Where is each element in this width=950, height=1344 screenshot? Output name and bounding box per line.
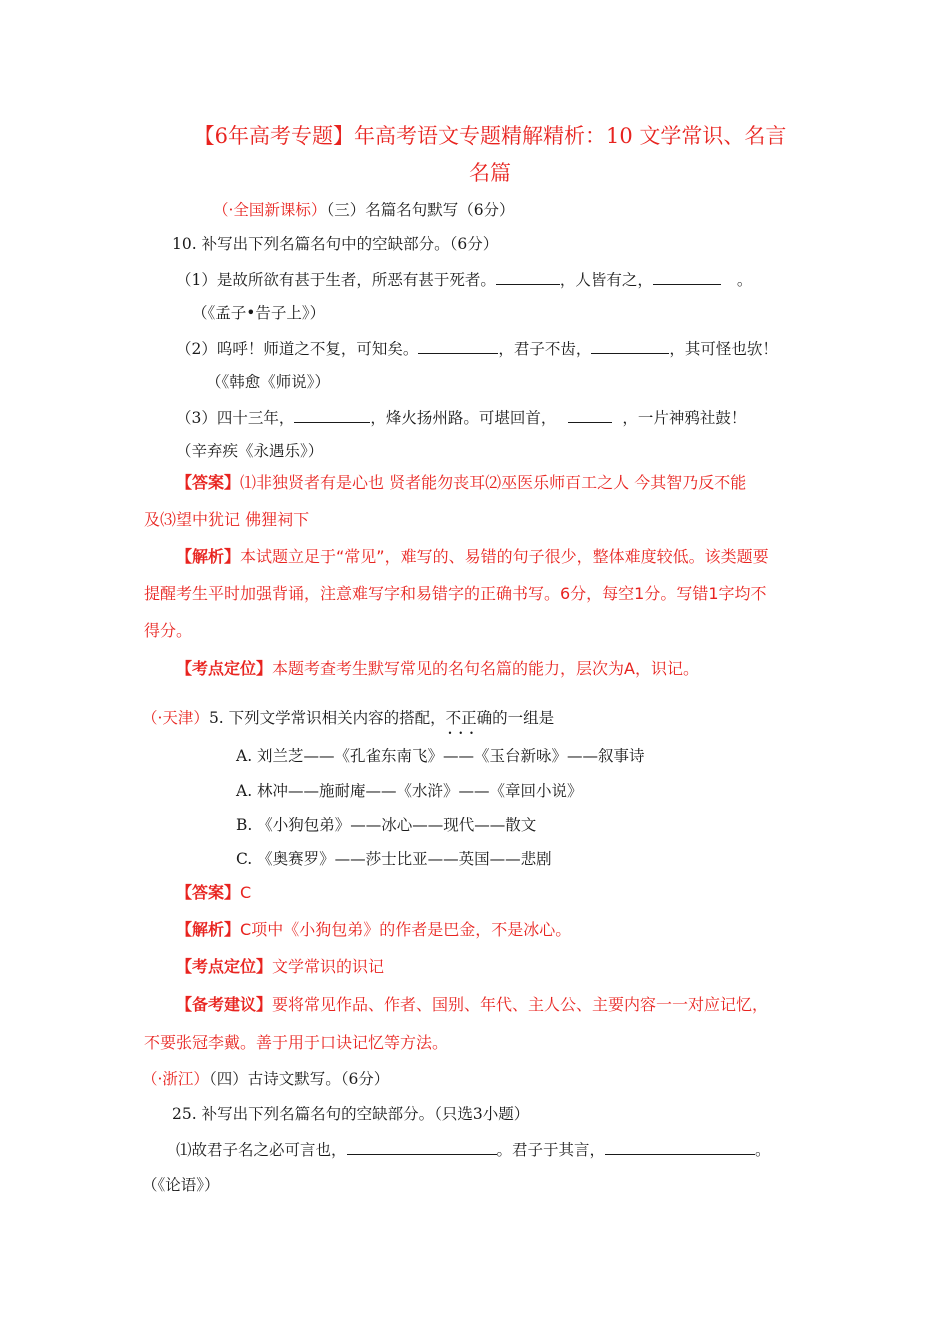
q2-answer: 【答案】C (176, 883, 252, 902)
q1-answer-line1: 【答案】⑴非独贤者有是心也 贤者能勿丧耳⑵巫医乐师百工之人 今其智乃反不能 (176, 473, 747, 492)
q1-source: （·全国新课标） (213, 201, 327, 219)
q3-item1-source: （《论语》） (142, 1176, 220, 1194)
document-title-line1: 【6年高考专题】年高考语文专题精解精析：10 文学常识、名言 (193, 124, 787, 148)
answer-tag: 【答案】 (176, 883, 241, 902)
answer-blank[interactable] (653, 268, 721, 285)
answer-blank[interactable] (294, 406, 370, 423)
q1-point: 【考点定位】本题考查考生默写常见的名句名篇的能力，层次为A，识记。 (176, 659, 699, 678)
point-tag: 【考点定位】 (176, 957, 273, 976)
q1-question: 10. 补写出下列名篇名句中的空缺部分。（6分） (172, 235, 499, 253)
q2-analysis: 【解析】C项中《小狗包弟》的作者是巴金，不是冰心。 (176, 920, 572, 939)
answer-blank[interactable] (496, 268, 560, 285)
q2-option: A. 刘兰芝——《孔雀东南飞》——《玉台新咏》——叙事诗 (236, 747, 645, 765)
q1-item3-source: （辛弃疾《永遇乐》） (176, 442, 324, 460)
answer-blank[interactable] (418, 337, 498, 354)
advice-tag: 【备考建议】 (176, 995, 273, 1014)
answer-tag: 【答案】 (176, 473, 241, 492)
q3-header: （·浙江）（四）古诗文默写。（6分） (142, 1070, 390, 1088)
q1-item1-source: （《孟子•告子上》） (192, 304, 326, 322)
q2-advice-line2: 不要张冠李戴。善于用于口诀记忆等方法。 (144, 1033, 449, 1052)
emphasis-dotted: 不正确 ••• (446, 709, 493, 727)
q3-item1: ⑴故君子名之必可言也， 。君子于其言， 。 (176, 1138, 771, 1161)
q2-question: （·天津）5. 下列文学常识相关内容的搭配，不正确 •••的一组是 (142, 707, 554, 729)
q1-heading: （三）名篇名句默写（6分） (326, 201, 515, 219)
analysis-tag: 【解析】 (176, 547, 241, 566)
q2-point: 【考点定位】文学常识的识记 (176, 957, 385, 976)
q2-source: （·天津） (142, 709, 209, 727)
q1-header (213, 199, 515, 221)
answer-blank[interactable] (605, 1138, 755, 1155)
q2-option: C. 《奥赛罗》——莎士比亚——英国——悲剧 (236, 850, 552, 868)
q3-question: 25. 补写出下列名篇名句的空缺部分。（只选3小题） (172, 1105, 530, 1123)
q2-advice-line1: 【备考建议】要将常见作品、作者、国别、年代、主人公、主要内容一一对应记忆， (176, 995, 769, 1014)
q1-item3: （3）四十三年， ，烽火扬州路。可堪回首， ，一片神鸦社鼓！ (176, 406, 746, 429)
q2-option: B. 《小狗包弟》——冰心——现代——散文 (236, 816, 537, 834)
q1-analysis-line3: 得分。 (144, 621, 193, 640)
q1-analysis-line1: 【解析】本试题立足于“常见”，难写的、易错的句子很少，整体难度较低。该类题要 (176, 547, 769, 566)
answer-blank[interactable] (568, 406, 612, 423)
q1-item1: （1）是故所欲有甚于生者，所恶有甚于死者。 ，人皆有之， 。 (176, 268, 752, 291)
q3-source: （·浙江） (142, 1070, 209, 1088)
answer-blank[interactable] (347, 1138, 497, 1155)
point-tag: 【考点定位】 (176, 659, 273, 678)
q1-item2-source: （《韩愈《师说》） (206, 373, 331, 391)
q1-analysis-line2: 提醒考生平时加强背诵，注意难写字和易错字的正确书写。6分，每空1分。写错1字均不 (144, 584, 767, 603)
analysis-tag: 【解析】 (176, 920, 241, 939)
q1-answer-line2: 及⑶望中犹记 佛狸祠下 (144, 510, 310, 529)
document-title-line2: 名篇 (469, 161, 511, 185)
q1-item2: （2）呜呼！师道之不复，可知矣。 ，君子不齿， ，其可怪也欤！ (176, 337, 778, 360)
q2-option: A. 林冲——施耐庵——《水浒》——《章回小说》 (236, 782, 583, 800)
answer-blank[interactable] (591, 337, 669, 354)
